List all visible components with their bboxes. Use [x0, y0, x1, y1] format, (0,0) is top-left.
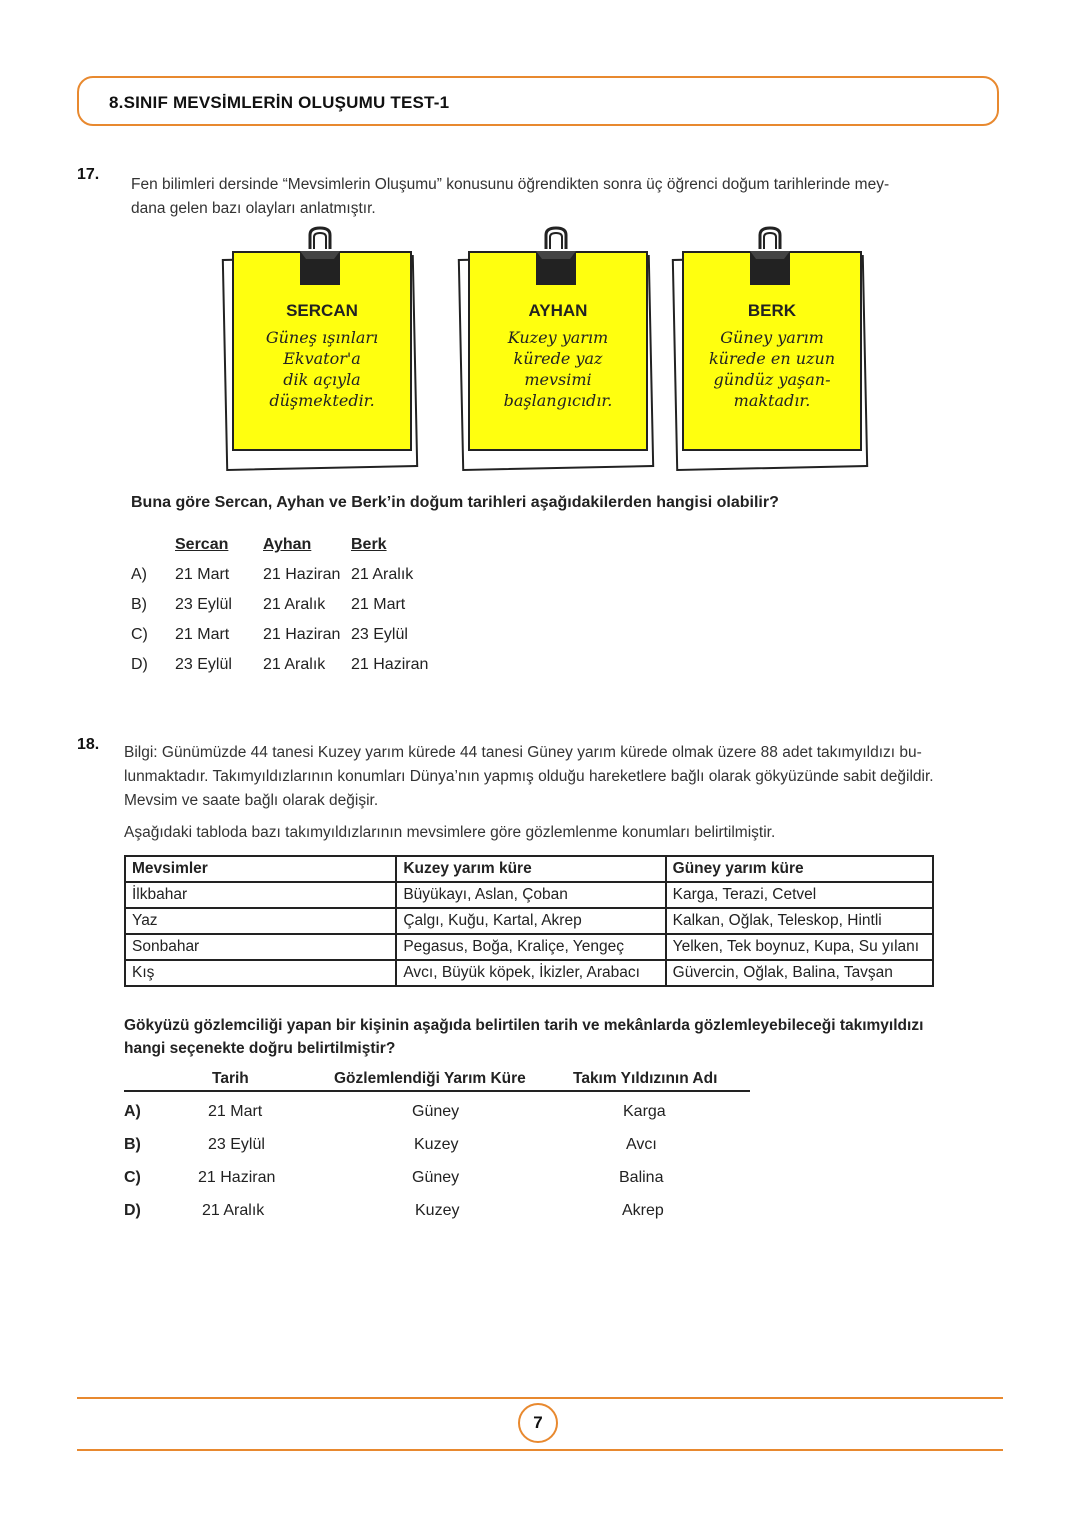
option-letter: D): [131, 656, 148, 673]
footer-bottom-rule: [77, 1449, 1003, 1451]
note-sercan: [224, 225, 416, 465]
option-date: 21 Aralık: [202, 1202, 265, 1219]
table-cell: Yaz: [125, 908, 396, 934]
header-constellation: Takım Yıldızının Adı: [573, 1070, 718, 1087]
note-name: SERCAN: [286, 301, 358, 320]
table-cell: Sonbahar: [125, 934, 396, 960]
note-text: Güneş ışınları Ekvator'a dik açıyla düşmektedir.: [265, 328, 379, 410]
note-text: Güney yarım kürede en uzun gündüz yaşan- maktadır.: [708, 328, 836, 410]
option-hemisphere: Kuzey: [415, 1202, 460, 1219]
header-date: Tarih: [212, 1070, 249, 1087]
option-cell: 21 Mart: [351, 596, 406, 613]
intro-line-2: dana gelen bazı olayları anlatmıştır.: [131, 200, 376, 217]
table-header: Mevsimler: [125, 856, 396, 882]
intro-line-1: Fen bilimleri dersinde “Mevsimlerin Oluşumu” konusunu öğrendikten sonra üç öğrenci doğum tarihlerinde mey-: [131, 176, 890, 193]
option-constellation: Akrep: [622, 1202, 664, 1219]
note-berk: [674, 225, 866, 465]
question-18-prompt: [124, 1014, 1004, 1060]
page-header: [77, 76, 999, 126]
option-cell: 21 Aralık: [263, 656, 326, 673]
table-row: [125, 934, 933, 960]
option-row-c[interactable]: [124, 1169, 750, 1193]
note-name: AYHAN: [528, 301, 588, 320]
table-cell: Güvercin, Oğlak, Balina, Tavşan: [666, 960, 933, 986]
page-number: 7: [518, 1403, 558, 1443]
table-cell: Avcı, Büyük köpek, İkizler, Arabacı: [396, 960, 665, 986]
question-18-number: 18.: [77, 736, 100, 753]
option-letter: C): [124, 1169, 141, 1186]
table-cell: Çalgı, Kuğu, Kartal, Akrep: [396, 908, 665, 934]
option-constellation: Balina: [619, 1169, 664, 1186]
option-letter: A): [124, 1103, 141, 1120]
prompt-line-1: Gökyüzü gözlemciliği yapan bir kişinin aşağıda belirtilen tarih ve mekânlarda gözlemleyebileceği takımyıldızı: [124, 1017, 924, 1034]
options-header-row: [131, 530, 459, 560]
option-row-b[interactable]: [131, 590, 459, 620]
option-row-b[interactable]: [124, 1136, 750, 1160]
table-cell: İlkbahar: [125, 882, 396, 908]
option-cell: 21 Aralık: [263, 596, 326, 613]
question-17-number: 17.: [77, 166, 100, 183]
table-header-row: [125, 856, 933, 882]
table-intro: Aşağıdaki tabloda bazı takımyıldızlarının mevsimlere göre gözlemlenme konumları belirtilmiştir.: [124, 824, 776, 841]
binder-clip-icon: [534, 225, 578, 287]
option-constellation: Avcı: [626, 1136, 657, 1153]
table-row: [125, 960, 933, 986]
option-date: 21 Haziran: [198, 1169, 276, 1186]
options-header: [124, 1070, 750, 1092]
constellation-table: [124, 855, 934, 987]
binder-clip-icon: [298, 225, 342, 287]
question-17-options: [131, 530, 459, 680]
option-hemisphere: Kuzey: [414, 1136, 459, 1153]
option-letter: D): [124, 1202, 141, 1219]
option-cell: 23 Eylül: [175, 656, 232, 673]
option-hemisphere: Güney: [412, 1169, 460, 1186]
table-cell: Kış: [125, 960, 396, 986]
option-constellation: Karga: [623, 1103, 666, 1120]
table-cell: Pegasus, Boğa, Kraliçe, Yengeç: [396, 934, 665, 960]
option-row-d[interactable]: [124, 1202, 750, 1226]
table-cell: Karga, Terazi, Cetvel: [666, 882, 933, 908]
table-header: Güney yarım küre: [666, 856, 933, 882]
note-ayhan: [460, 225, 652, 465]
option-hemisphere: Güney: [412, 1103, 460, 1120]
table-row: [125, 908, 933, 934]
prompt-line-2: hangi seçenekte doğru belirtilmiştir?: [124, 1040, 396, 1057]
option-date: 23 Eylül: [208, 1136, 265, 1153]
table-header: Kuzey yarım küre: [396, 856, 665, 882]
note-text: Kuzey yarım kürede yaz mevsimi başlangıcıdır.: [503, 328, 613, 410]
option-letter: B): [131, 596, 147, 613]
header-ayhan: Ayhan: [263, 536, 312, 553]
option-row-a[interactable]: [124, 1103, 750, 1127]
table-cell: Kalkan, Oğlak, Teleskop, Hintli: [666, 908, 933, 934]
footer-top-rule: [77, 1397, 1003, 1399]
option-cell: 21 Haziran: [263, 566, 341, 583]
header-sercan: Sercan: [175, 536, 229, 553]
binder-clip-icon: [748, 225, 792, 287]
note-name: BERK: [747, 301, 797, 320]
question-17-prompt: Buna göre Sercan, Ayhan ve Berk’in doğum tarihleri aşağıdakilerden hangisi olabilir?: [131, 494, 779, 511]
option-cell: 21 Mart: [175, 566, 230, 583]
option-row-c[interactable]: [131, 620, 459, 650]
info-line-2: lunmaktadır. Takımyıldızlarının konumları Dünya’nın yapmış olduğu hareketlere bağlı olarak gökyüzünde sabit değildir.: [124, 768, 934, 785]
option-letter: B): [124, 1136, 141, 1153]
option-letter: A): [131, 566, 147, 583]
option-date: 21 Mart: [208, 1103, 263, 1120]
table-row: [125, 882, 933, 908]
option-cell: 21 Haziran: [351, 656, 429, 673]
option-cell: 21 Haziran: [263, 626, 341, 643]
info-line-1: Bilgi: Günümüzde 44 tanesi Kuzey yarım kürede 44 tanesi Güney yarım kürede olmak üzere 88 adet takımyıldızı bu-: [124, 744, 922, 761]
header-hemisphere: Gözlemlendiği Yarım Küre: [334, 1070, 526, 1087]
sticky-notes: [220, 225, 880, 475]
option-letter: C): [131, 626, 148, 643]
option-row-d[interactable]: [131, 650, 459, 680]
info-line-3: Mevsim ve saate bağlı olarak değişir.: [124, 792, 379, 809]
test-title: 8.SINIF MEVSİMLERİN OLUŞUMU TEST-1: [109, 93, 450, 112]
option-cell: 21 Aralık: [351, 566, 414, 583]
option-cell: 23 Eylül: [175, 596, 232, 613]
question-17-intro: [131, 173, 889, 221]
header-berk: Berk: [351, 536, 387, 553]
table-cell: Büyükayı, Aslan, Çoban: [396, 882, 665, 908]
option-row-a[interactable]: [131, 560, 459, 590]
option-cell: 23 Eylül: [351, 626, 408, 643]
question-18-info: [124, 741, 934, 813]
option-cell: 21 Mart: [175, 626, 230, 643]
table-cell: Yelken, Tek boynuz, Kupa, Su yılanı: [666, 934, 933, 960]
